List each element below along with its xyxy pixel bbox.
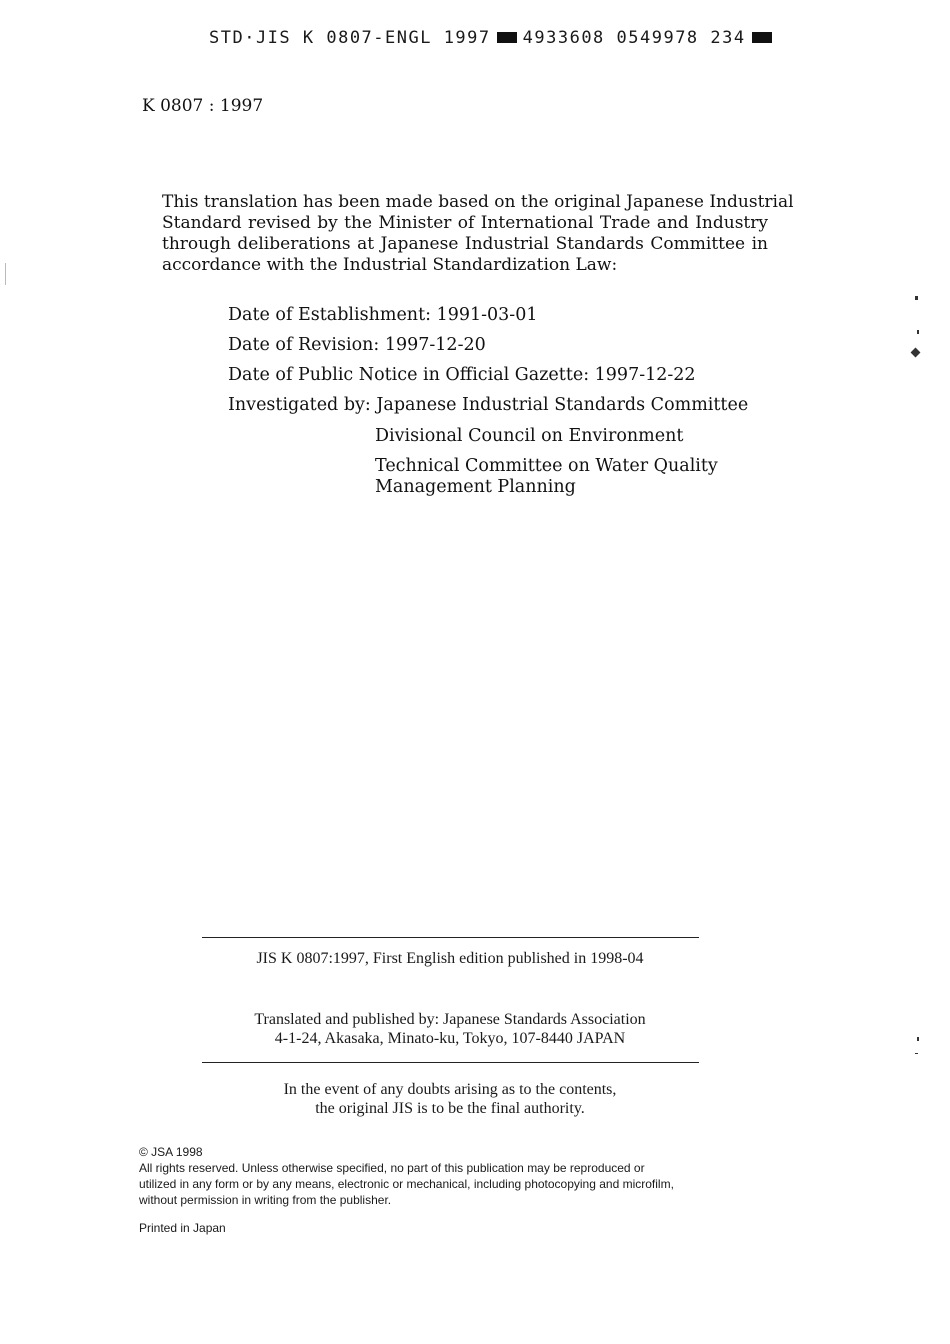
intro-line: through deliberations at Japanese Industrial Standards Committee in — [162, 234, 768, 254]
edition-note: JIS K 0807:1997, First English edition published in 1998-04 — [256, 950, 644, 967]
rights-line: All rights reserved. Unless otherwise specified, no part of this publication may be reproduced or — [139, 1161, 645, 1175]
gazette-date: Date of Public Notice in Official Gazette: 1997-12-22 — [228, 365, 696, 385]
authority-note: the original JIS is to be the final authority. — [315, 1100, 585, 1117]
catalog-header — [209, 28, 778, 48]
committee-line: Technical Committee on Water Quality — [375, 456, 718, 476]
intro-paragraph — [162, 192, 794, 276]
rights-line: without permission in writing from the publisher. — [139, 1193, 392, 1207]
rights-line: utilized in any form or by any means, electronic or mechanical, including photocopying and microfilm, — [139, 1177, 674, 1191]
catalog-code: 4933608 0549978 234 — [522, 28, 746, 48]
barcode-block-2 — [752, 32, 772, 43]
scan-mark — [911, 348, 921, 358]
printed-in: Printed in Japan — [139, 1221, 226, 1235]
investigated-by: Investigated by: Japanese Industrial Standards Committee — [228, 395, 749, 415]
committee-line: Divisional Council on Environment — [375, 426, 684, 446]
publisher: Translated and published by: Japanese Standards Association — [254, 1011, 646, 1028]
legal-notice — [139, 1144, 674, 1208]
scan-mark — [917, 330, 919, 334]
authority-note: In the event of any doubts arising as to the contents, — [283, 1081, 617, 1098]
publisher-address: 4-1-24, Akasaka, Minato-ku, Tokyo, 107-8440 JAPAN — [274, 1030, 626, 1047]
scan-mark — [915, 296, 918, 300]
scan-mark — [917, 1037, 919, 1041]
establishment-date: Date of Establishment: 1991-03-01 — [228, 305, 538, 325]
scan-mark — [5, 263, 6, 285]
committee-line: Management Planning — [375, 477, 576, 497]
scan-mark — [915, 1053, 918, 1054]
intro-line: Standard revised by the Minister of International Trade and Industry — [162, 213, 768, 233]
intro-line: accordance with the Industrial Standardization Law: — [162, 255, 618, 275]
divider — [202, 1062, 699, 1063]
catalog-number: STD·JIS K 0807-ENGL 1997 — [209, 28, 491, 48]
copyright: © JSA 1998 — [139, 1145, 203, 1159]
divider — [202, 937, 699, 938]
intro-line: This translation has been made based on the original Japanese Industrial — [162, 192, 794, 212]
barcode-block-1 — [497, 32, 517, 43]
revision-date: Date of Revision: 1997-12-20 — [228, 335, 486, 355]
document-id: K 0807 : 1997 — [142, 96, 264, 116]
